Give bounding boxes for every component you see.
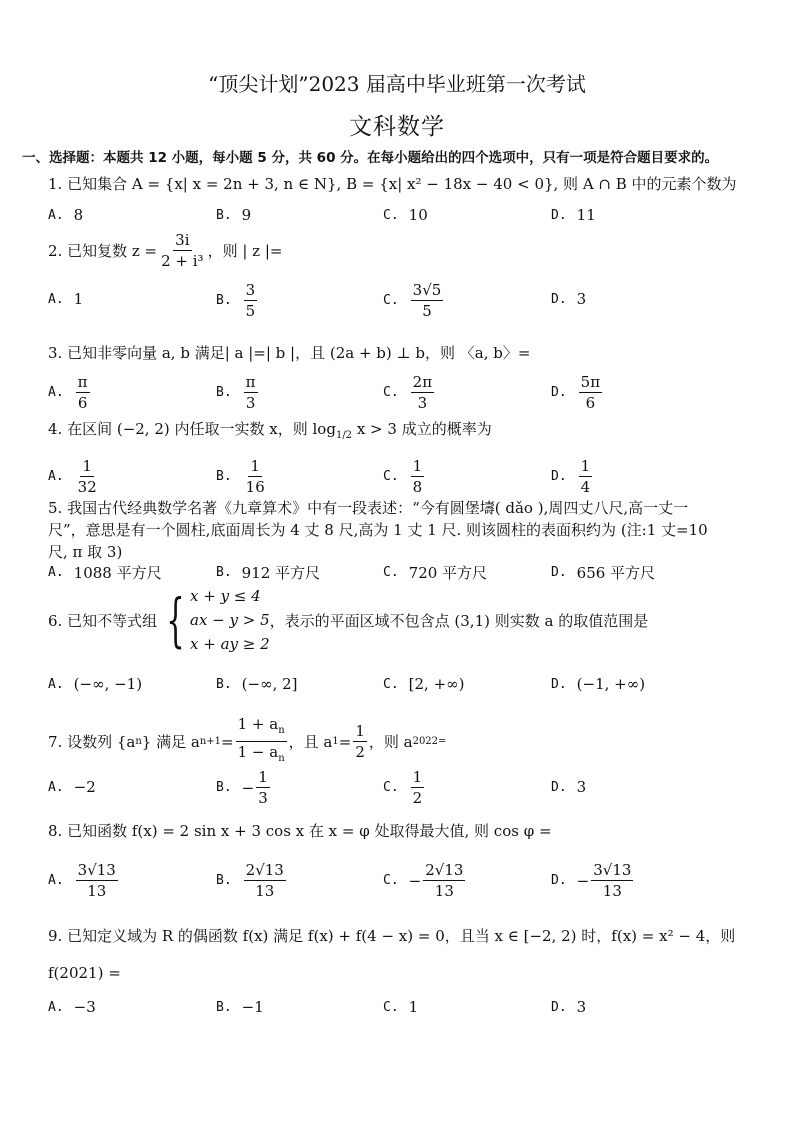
option-value: (−∞, 2]: [241, 675, 298, 693]
q4-option-b[interactable]: [216, 456, 269, 497]
frac-den: 2: [412, 789, 423, 807]
q3-option-c[interactable]: [383, 372, 436, 413]
option-label: A.: [48, 469, 64, 484]
q6-tail: ，表示的平面区域不包含点 (3,1) 则实数 a 的取值范围是: [269, 611, 649, 630]
frac-num: 3: [245, 281, 256, 299]
q6-ineq-2: ax − y > 5: [190, 611, 270, 629]
option-value: −1: [241, 998, 264, 1016]
frac-den: 8: [412, 478, 423, 496]
section-heading: 一、选择题：本题共 12 小题，每小题 5 分，共 60 分。在每小题给出的四个选项中，只有一项是符合题目要求的。: [22, 150, 719, 166]
option-fraction: [256, 767, 270, 808]
option-value: 656 平方尺: [576, 564, 656, 582]
q4-tail: x > 3 成立的概率为: [352, 420, 492, 438]
frac-num: 1: [580, 457, 591, 475]
option-value: 1088 平方尺: [73, 564, 162, 582]
q6-ineq-1: x + y ≤ 4: [190, 587, 261, 605]
frac-den: 3: [417, 394, 428, 412]
q3-option-b[interactable]: [216, 372, 260, 413]
frac-num: 1: [355, 722, 365, 740]
frac-num: 3√13: [593, 861, 632, 879]
frac-den: 1 − a: [237, 743, 279, 761]
option-label: B.: [216, 207, 232, 223]
option-value: 1: [408, 998, 419, 1016]
q4-log-base: 1/2: [335, 430, 353, 441]
q7-mid: ，且 a: [288, 733, 333, 751]
question-5-line-2: 尺”，意思是有一个圆柱,底面周长为 4 丈 8 尺,高为 1 丈 1 尺. 则该圆柱的表面积约为 (注:1 丈=10: [48, 521, 708, 539]
option-label: A.: [48, 873, 64, 888]
frac-den-sub: n: [278, 753, 285, 764]
option-value: (−∞, −1): [73, 675, 143, 693]
question-7: [48, 714, 446, 769]
frac-den: 3: [258, 789, 268, 807]
option-label: B.: [216, 469, 232, 484]
option-label: A.: [48, 291, 64, 307]
question-2: [48, 230, 282, 271]
frac-num: 1: [258, 768, 268, 786]
option-fraction: [579, 456, 593, 497]
q9-option-b[interactable]: [216, 998, 264, 1016]
q8-option-a[interactable]: [48, 860, 120, 901]
q9-option-d[interactable]: [551, 998, 586, 1016]
option-value: 8: [73, 206, 84, 224]
question-4: [48, 418, 492, 441]
q8-option-c[interactable]: [383, 860, 467, 901]
frac-num: 1: [412, 457, 423, 475]
question-9-line-2: f(2021) =: [48, 964, 121, 982]
q4-option-a[interactable]: [48, 456, 101, 497]
option-fraction: [244, 280, 258, 321]
q7-sub-n1: n+1: [199, 736, 222, 747]
q5-option-a[interactable]: [48, 562, 162, 583]
option-fraction: [579, 372, 602, 413]
q9-option-a[interactable]: [48, 998, 96, 1016]
option-label: A.: [48, 565, 64, 580]
option-label: B.: [216, 780, 232, 795]
frac-den: 13: [255, 882, 275, 900]
frac-num: 1 + a: [237, 715, 279, 733]
brace-icon: {: [166, 586, 185, 654]
q7-tail-sub: 2022=: [412, 736, 447, 747]
frac-num: 2π: [412, 373, 433, 391]
option-label: D.: [551, 207, 567, 223]
frac-den: 13: [602, 882, 622, 900]
option-label: D.: [551, 873, 567, 888]
question-5-line-1: 5. 我国古代经典数学名著《九章算术》中有一段表述：“今有圆堡壔( dǎo ),周四丈八尺,高一丈一: [48, 499, 689, 517]
option-label: D.: [551, 565, 567, 580]
q7-text: 7. 设数列 {a: [48, 733, 136, 751]
q3-option-d[interactable]: [551, 372, 604, 413]
option-label: D.: [551, 779, 567, 795]
frac-num: 2√13: [425, 861, 464, 879]
frac-den: 16: [245, 478, 265, 496]
option-label: A.: [48, 779, 64, 795]
option-label: B.: [216, 999, 232, 1015]
option-label: D.: [551, 291, 567, 307]
option-label: C.: [383, 565, 399, 580]
option-fraction: [76, 860, 118, 901]
option-value: 9: [241, 206, 252, 224]
option-label: B.: [216, 565, 232, 580]
q7-option-b[interactable]: [216, 767, 272, 808]
q8-option-b[interactable]: [216, 860, 288, 901]
q5-option-b[interactable]: [216, 562, 320, 583]
q5-option-c[interactable]: [383, 562, 487, 583]
q7-half-fraction: [353, 721, 367, 762]
q2-text: 2. 已知复数 z =: [48, 242, 158, 260]
frac-num-sub: n: [278, 725, 285, 736]
option-label: B.: [216, 873, 232, 888]
q9-option-c[interactable]: [383, 998, 418, 1016]
q2-option-a[interactable]: [48, 290, 83, 308]
option-label: C.: [383, 780, 399, 795]
frac-den: 5: [422, 302, 432, 320]
option-fraction: [411, 767, 425, 808]
question-3: 3. 已知非零向量 a, b 满足| a |=| b |，且 (2a + b) ⊥ b，则 〈a, b〉=: [48, 344, 531, 362]
exam-title: “顶尖计划”2023 届高中毕业班第一次考试: [208, 72, 586, 96]
option-value: 1: [73, 290, 84, 308]
q2-option-c[interactable]: [383, 280, 445, 321]
frac-num: 2√13: [245, 861, 284, 879]
q1-option-a[interactable]: [48, 206, 83, 224]
option-fraction: [411, 456, 425, 497]
option-fraction: [244, 456, 267, 497]
frac-den: 4: [580, 478, 591, 496]
question-5-line-3: 尺, π 取 3): [48, 543, 123, 561]
frac-den: 6: [585, 394, 596, 412]
option-label: D.: [551, 469, 567, 484]
option-label: D.: [551, 385, 567, 400]
q1-option-d[interactable]: [551, 206, 596, 224]
q2-num: 3i: [175, 231, 190, 249]
q6-option-a[interactable]: [48, 675, 142, 693]
option-label: C.: [383, 999, 399, 1015]
q4-text: 4. 在区间 (−2, 2) 内任取一实数 x，则 log: [48, 420, 336, 438]
q2-option-b[interactable]: [216, 280, 259, 321]
frac-num: 5π: [580, 373, 601, 391]
q5-option-d[interactable]: [551, 562, 655, 583]
option-label: A.: [48, 385, 64, 400]
q6-option-b[interactable]: [216, 675, 298, 693]
option-fraction: [76, 372, 90, 413]
frac-den: 5: [245, 302, 256, 320]
q7-text-2: } 满足 a: [141, 733, 200, 751]
option-label: C.: [383, 385, 399, 400]
option-label: D.: [551, 676, 567, 692]
frac-num: 1: [82, 457, 92, 475]
option-label: C.: [383, 873, 399, 888]
q2-tail: ，则 | z |=: [207, 242, 283, 260]
q7-tail: ，则 a: [368, 733, 413, 751]
option-label: C.: [383, 293, 399, 308]
option-fraction: [591, 860, 633, 901]
question-9-line-1: 9. 已知定义域为 R 的偶函数 f(x) 满足 f(x) + f(4 − x) = 0，且当 x ∈ [−2, 2) 时，f(x) = x² − 4，则: [48, 927, 736, 945]
q4-option-c[interactable]: [383, 456, 426, 497]
frac-num: 1: [250, 457, 260, 475]
question-8: 8. 已知函数 f(x) = 2 sin x + 3 cos x 在 x = φ 处取得最大值, 则 cos φ =: [48, 822, 552, 840]
q7-a1-eq: =: [338, 732, 352, 751]
frac-num: π: [77, 373, 88, 391]
frac-num: 3√5: [412, 281, 442, 299]
minus-sign: −: [408, 871, 422, 890]
option-fraction: [244, 860, 286, 901]
q2-option-d[interactable]: [551, 290, 586, 308]
minus-sign: −: [576, 871, 590, 890]
option-fraction: [76, 456, 99, 497]
q7-a1-sub: 1: [332, 736, 339, 747]
minus-sign: −: [241, 778, 255, 797]
q7-option-d[interactable]: [551, 778, 586, 796]
q4-option-d[interactable]: [551, 456, 594, 497]
frac-den: 6: [77, 394, 88, 412]
option-value: 3: [576, 290, 587, 308]
q1-option-b[interactable]: [216, 206, 251, 224]
question-6: [48, 584, 648, 656]
option-label: B.: [216, 676, 232, 692]
option-fraction: [411, 280, 444, 321]
frac-den: 32: [77, 478, 97, 496]
frac-den: 2: [355, 743, 365, 761]
option-value: −2: [73, 778, 96, 796]
q6-label: 6. 已知不等式组: [48, 611, 158, 630]
frac-num: 1: [412, 768, 423, 786]
option-label: A.: [48, 676, 64, 692]
option-fraction: [423, 860, 465, 901]
q6-inequality-system: [157, 584, 270, 656]
option-value: 3: [576, 998, 587, 1016]
option-value: 912 平方尺: [241, 564, 321, 582]
subject-title: 文科数学: [349, 114, 445, 140]
q7-eq: =: [221, 732, 234, 751]
option-label: B.: [216, 385, 232, 400]
option-value: 10: [408, 206, 428, 224]
q2-fraction: [159, 230, 205, 271]
q7-option-c[interactable]: [383, 767, 426, 808]
q6-option-d[interactable]: [551, 675, 645, 693]
option-value: 11: [576, 206, 596, 224]
question-1: 1. 已知集合 A = {x| x = 2n + 3, n ∈ N}, B = {x| x² − 18x − 40 < 0}, 则 A ∩ B 中的元素个数为: [48, 175, 737, 193]
q7-sub: n: [135, 736, 142, 747]
q6-ineq-3: x + ay ≥ 2: [190, 635, 270, 653]
option-value: 720 平方尺: [408, 564, 488, 582]
option-label: C.: [383, 469, 399, 484]
frac-num: 3√13: [77, 861, 116, 879]
q1-option-c[interactable]: [383, 206, 428, 224]
frac-den: 13: [434, 882, 454, 900]
option-label: D.: [551, 999, 567, 1015]
option-label: A.: [48, 207, 64, 223]
option-label: C.: [383, 207, 399, 223]
q8-option-d[interactable]: [551, 860, 635, 901]
option-value: −3: [73, 998, 96, 1016]
q6-option-c[interactable]: [383, 675, 465, 693]
q2-den: 2 + i³: [161, 252, 204, 270]
option-label: A.: [48, 999, 64, 1015]
q7-recurrence-fraction: [236, 714, 287, 769]
frac-num: π: [245, 373, 256, 391]
frac-den: 3: [245, 394, 256, 412]
option-value: 3: [576, 778, 587, 796]
option-value: [2, +∞): [408, 675, 465, 693]
q7-option-a[interactable]: [48, 778, 96, 796]
q3-option-a[interactable]: [48, 372, 92, 413]
option-fraction: [244, 372, 258, 413]
option-label: C.: [383, 676, 399, 692]
option-fraction: [411, 372, 434, 413]
frac-den: 13: [87, 882, 107, 900]
option-label: B.: [216, 293, 232, 308]
option-value: (−1, +∞): [576, 675, 646, 693]
